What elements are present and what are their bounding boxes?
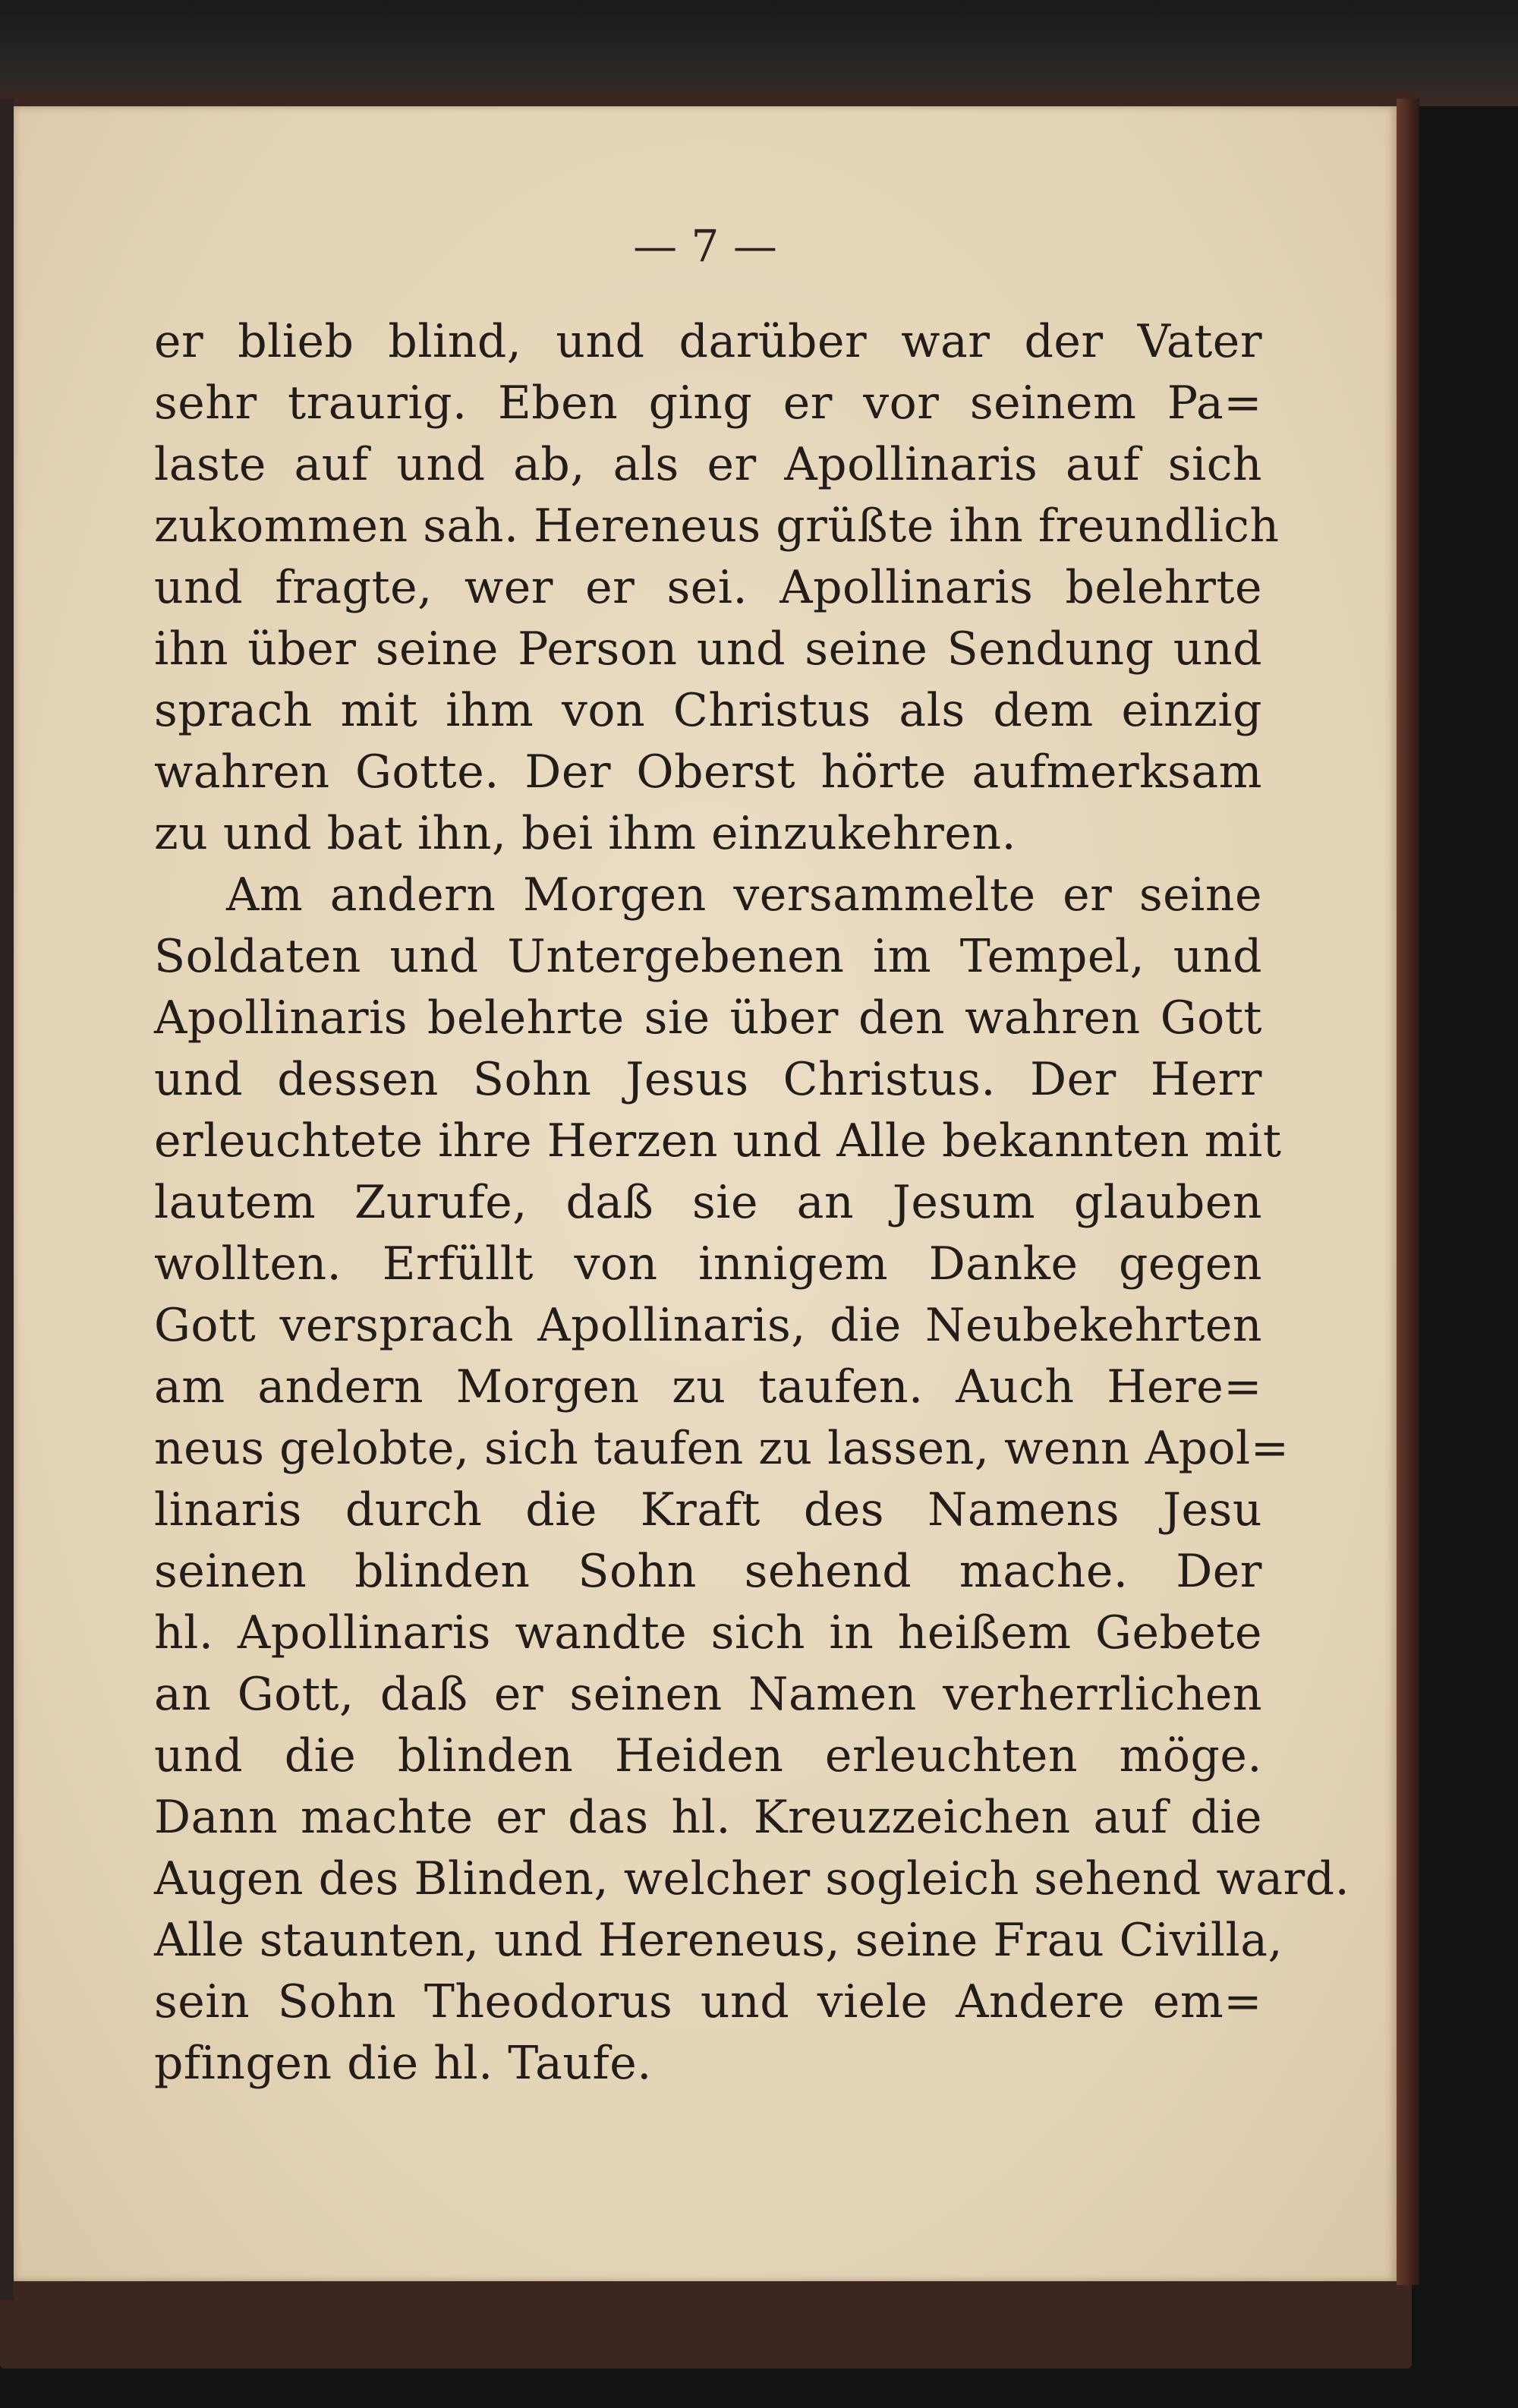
text-line: neus gelobte, sich taufen zu lassen, wenn Apol= — [154, 1422, 1290, 1475]
text-line: an Gott, daß er seinen Namen verherrlichen — [154, 1668, 1262, 1721]
text-line: laste auf und ab, als er Apollinaris auf sich — [154, 438, 1262, 491]
text-line: er blieb blind, und darüber war der Vater — [154, 315, 1262, 368]
text-line: zukommen sah. Hereneus grüßte ihn freundlich — [154, 500, 1280, 553]
text-line: sprach mit ihm von Christus als dem einzig — [154, 684, 1262, 737]
text-line: wahren Gotte. Der Oberst hörte aufmerksam — [154, 745, 1262, 799]
text-line: pfingen die hl. Taufe. — [154, 2037, 652, 2090]
text-line: Augen des Blinden, welcher sogleich sehend ward. — [154, 1852, 1350, 1905]
text-line: hl. Apollinaris wandte sich in heißem Gebete — [154, 1606, 1262, 1659]
text-line: erleuchtete ihre Herzen und Alle bekannten mit — [154, 1114, 1282, 1168]
text-line: Soldaten und Untergebenen im Tempel, und — [154, 930, 1262, 983]
text-line: Apollinaris belehrte sie über den wahren Gott — [154, 991, 1262, 1045]
book-spine — [0, 99, 14, 2300]
book-binding-top — [0, 0, 1518, 106]
text-line: Am andern Morgen versammelte er seine — [226, 868, 1262, 922]
text-line: ihn über seine Person und seine Sendung und — [154, 622, 1262, 676]
text-line: am andern Morgen zu taufen. Auch Here= — [154, 1360, 1262, 1414]
text-line: und dessen Sohn Jesus Christus. Der Herr — [154, 1053, 1262, 1106]
text-line: wollten. Erfüllt von innigem Danke gegen — [154, 1237, 1262, 1291]
text-line: zu und bat ihn, bei ihm einzukehren. — [154, 807, 1017, 860]
text-line: Alle staunten, und Hereneus, seine Frau Civilla, — [154, 1914, 1283, 1967]
book-page — [14, 106, 1397, 2281]
text-line: und fragte, wer er sei. Apollinaris belehrte — [154, 561, 1262, 614]
text-line: sehr traurig. Eben ging er vor seinem Pa= — [154, 377, 1262, 430]
text-line: linaris durch die Kraft des Namens Jesu — [154, 1483, 1262, 1537]
body-text — [154, 311, 1350, 2094]
text-line: Gott versprach Apollinaris, die Neubekehrten — [154, 1299, 1262, 1352]
page-edge — [1397, 99, 1419, 2285]
text-line: seinen blinden Sohn sehend mache. Der — [154, 1545, 1262, 1598]
text-line: und die blinden Heiden erleuchten möge. — [154, 1729, 1262, 1782]
page-number: — 7 — — [633, 220, 777, 272]
text-line: sein Sohn Theodorus und viele Andere em= — [154, 1975, 1262, 2028]
text-line: lautem Zurufe, daß sie an Jesum glauben — [154, 1176, 1262, 1229]
text-line: Dann machte er das hl. Kreuzzeichen auf die — [154, 1791, 1262, 1844]
